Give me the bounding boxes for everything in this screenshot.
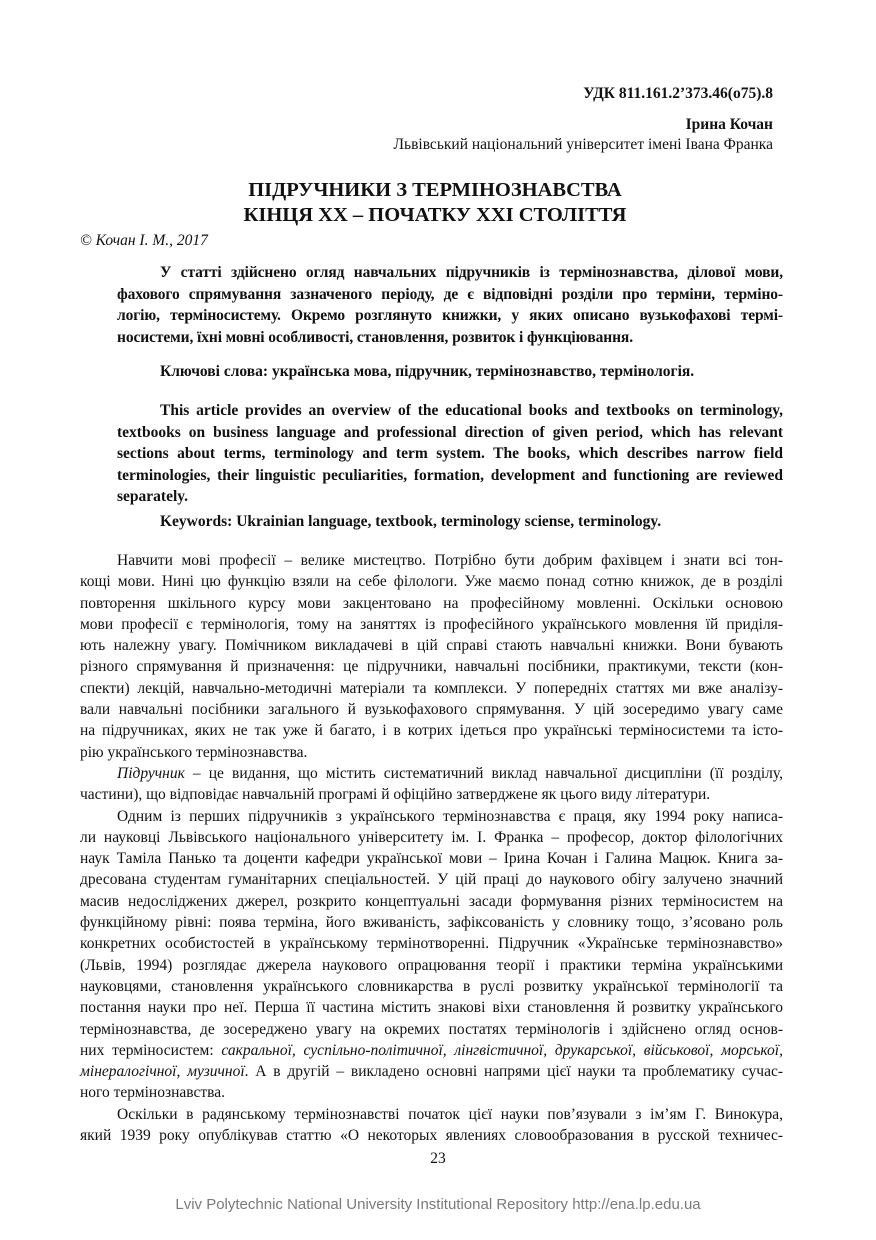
body-line: вали навчальні посібники загального й вузькофахового спрямування. У цій зосередимо увагу саме <box>80 701 783 719</box>
body-line: мови професії є термінологія, тому на заняттях із професійного українського мовлення їй приділя- <box>80 615 783 633</box>
body-line <box>80 1061 783 1082</box>
abstract-line: This article provides an overview of the educational books and textbooks on terminology, <box>160 402 783 419</box>
page-number: 23 <box>430 1150 446 1167</box>
body-line: науковцями, становлення українського словникарства в руслі розвитку української термінології та <box>80 977 783 995</box>
body-line <box>80 1040 783 1061</box>
body-text-span: них терміносистем: <box>80 1041 222 1059</box>
abstract-line: фахового спрямування зазначеного періоду, де є відповідні розділи про терміни, терміно- <box>117 285 783 303</box>
title-line-1: ПІДРУЧНИКИ З ТЕРМІНОЗНАВСТВА <box>248 179 622 201</box>
body-line: Оскільки в радянському термінознавстві початок цієї науки пов’язували з ім’ям Г. Винокура, <box>117 1105 783 1123</box>
body-text-span: – це видання, що містить систематичний виклад навчальної дисципліни (її розділу, <box>184 764 783 782</box>
body-line: наук Таміла Панько та доценти кафедри української мови – Ірина Кочан і Галина Мацюк. Книга за- <box>80 850 783 868</box>
body-line: різного спрямування й призначення: це підручники, навчальні посібники, практикуми, тексти (кон- <box>80 658 783 676</box>
body-line: термінознавства, де зосереджено увагу на окремих постатях термінологів і здійснено огляд основ- <box>80 1020 783 1038</box>
body-text-span: . А в другій – викладено основні напрями цієї науки та проблематику сучас- <box>244 1063 783 1081</box>
keywords-line: Ключові слова: українська мова, підручник, термінознавство, термінологія. <box>160 363 695 380</box>
abstract-line: terminologies, their linguistic peculiarities, formation, development and functioning are reviewed <box>117 466 783 484</box>
keywords-ukrainian <box>117 361 783 382</box>
body-line: кощі мови. Нині цю функцію взяли на себе філологи. Уже маємо понад сотню книжок, де в розділі <box>80 573 783 591</box>
body-line: повторення шкільного курсу мови закцентовано на професійному мовленні. Оскільки основою <box>80 594 783 612</box>
article-title <box>0 178 876 228</box>
body-line: рію українського термінознавства. <box>80 743 308 761</box>
body-line: Навчити мові професії – велике мистецтво. Потрібно бути добрим фахівцем і знати всі тон- <box>117 552 783 569</box>
repository-footer: Lviv Polytechnic National University Institutional Repository http://ena.lp.edu.ua <box>175 1196 701 1213</box>
author-name: Ірина Кочан <box>685 116 773 133</box>
abstract-line: логію, терміносистему. Окремо розглянуто книжки, у яких описано вузькофахові термі- <box>117 307 783 324</box>
body-line: ють належну увагу. Помічником викладачеві в цій справі стають навчальні книжки. Вони бувають <box>80 637 783 655</box>
abstract-line: носистеми, їхні мовні особливості, становлення, розвиток і функціювання. <box>117 328 633 346</box>
body-line: дресована студентам гуманітарних спеціальностей. У цій праці до наукового обігу залучено значний <box>80 871 783 889</box>
defined-term: Підручник <box>117 764 185 782</box>
body-line: (Львів, 1994) розглядає джерела наукового опрацювання теорії і практики терміна українськими <box>80 956 783 974</box>
body-line: масив недосліджених джерел, розкрито концептуальні засади формування різних терміносистем на <box>80 892 783 910</box>
body-line: на підручниках, яких не так уже й багато, і в котрих ідеться про українські терміносистеми та істо- <box>80 722 783 740</box>
article-body <box>80 550 783 1146</box>
author-affiliation: Львівський національний університет імені Івана Франка <box>393 136 773 153</box>
abstract-line: sections about terms, terminology and term system. The books, which describes narrow field <box>117 445 783 462</box>
body-line: функційному рівні: поява терміна, його вживаність, зафіксованість у словнику тощо, з’ясовано роль <box>80 914 783 932</box>
body-line: який 1939 року опублікував статтю «О некоторых явлениях словообразования в русской техничес- <box>80 1127 783 1145</box>
body-line: спекти) лекцій, навчально-методичні матеріали та комплекси. У попередніх статтях ми вже аналізу- <box>80 679 783 697</box>
keywords-line: Keywords: Ukrainian language, textbook, terminology sciense, terminology. <box>160 513 662 530</box>
italic-list: мінералогічної, музичної <box>80 1063 245 1081</box>
abstract-english <box>117 400 783 508</box>
copyright-notice: © Кочан І. М., 2017 <box>80 232 208 249</box>
abstract-ukrainian <box>117 262 783 348</box>
abstract-line: У статті здійснено огляд навчальних підручників із термінознавства, ділової мови, <box>160 264 783 281</box>
body-line: Одним із перших підручників з українського термінознавства є праця, яку 1994 року написа- <box>117 807 783 825</box>
abstract-line: textbooks on business language and professional direction of given period, which has relevant <box>117 423 783 441</box>
body-line: постання науки про неї. Перша її частина містить знакові віхи становлення й розвитку українського <box>80 999 783 1017</box>
body-line: ли науковці Львівського національного університету ім. І. Франка – професор, доктор філологічних <box>80 828 783 846</box>
italic-list: сакральної, суспільно-політичної, лінгвістичної, друкарської, військової, морської, <box>221 1041 783 1059</box>
body-line: ного термінознавства. <box>80 1084 226 1102</box>
body-line: конкретних особистостей в українському термінотворенні. Підручник «Українське термінознавство» <box>80 935 783 953</box>
udc-code: УДК 811.161.2’373.46(о75).8 <box>583 85 773 102</box>
title-line-2: КІНЦЯ ХХ – ПОЧАТКУ ХХІ СТОЛІТТЯ <box>243 204 627 226</box>
body-line: частини), що відповідає навчальній програмі й офіційно затверджене як цього виду літератури. <box>80 786 711 804</box>
body-line <box>80 763 783 784</box>
keywords-english <box>117 511 783 532</box>
abstract-line: separately. <box>117 488 189 505</box>
